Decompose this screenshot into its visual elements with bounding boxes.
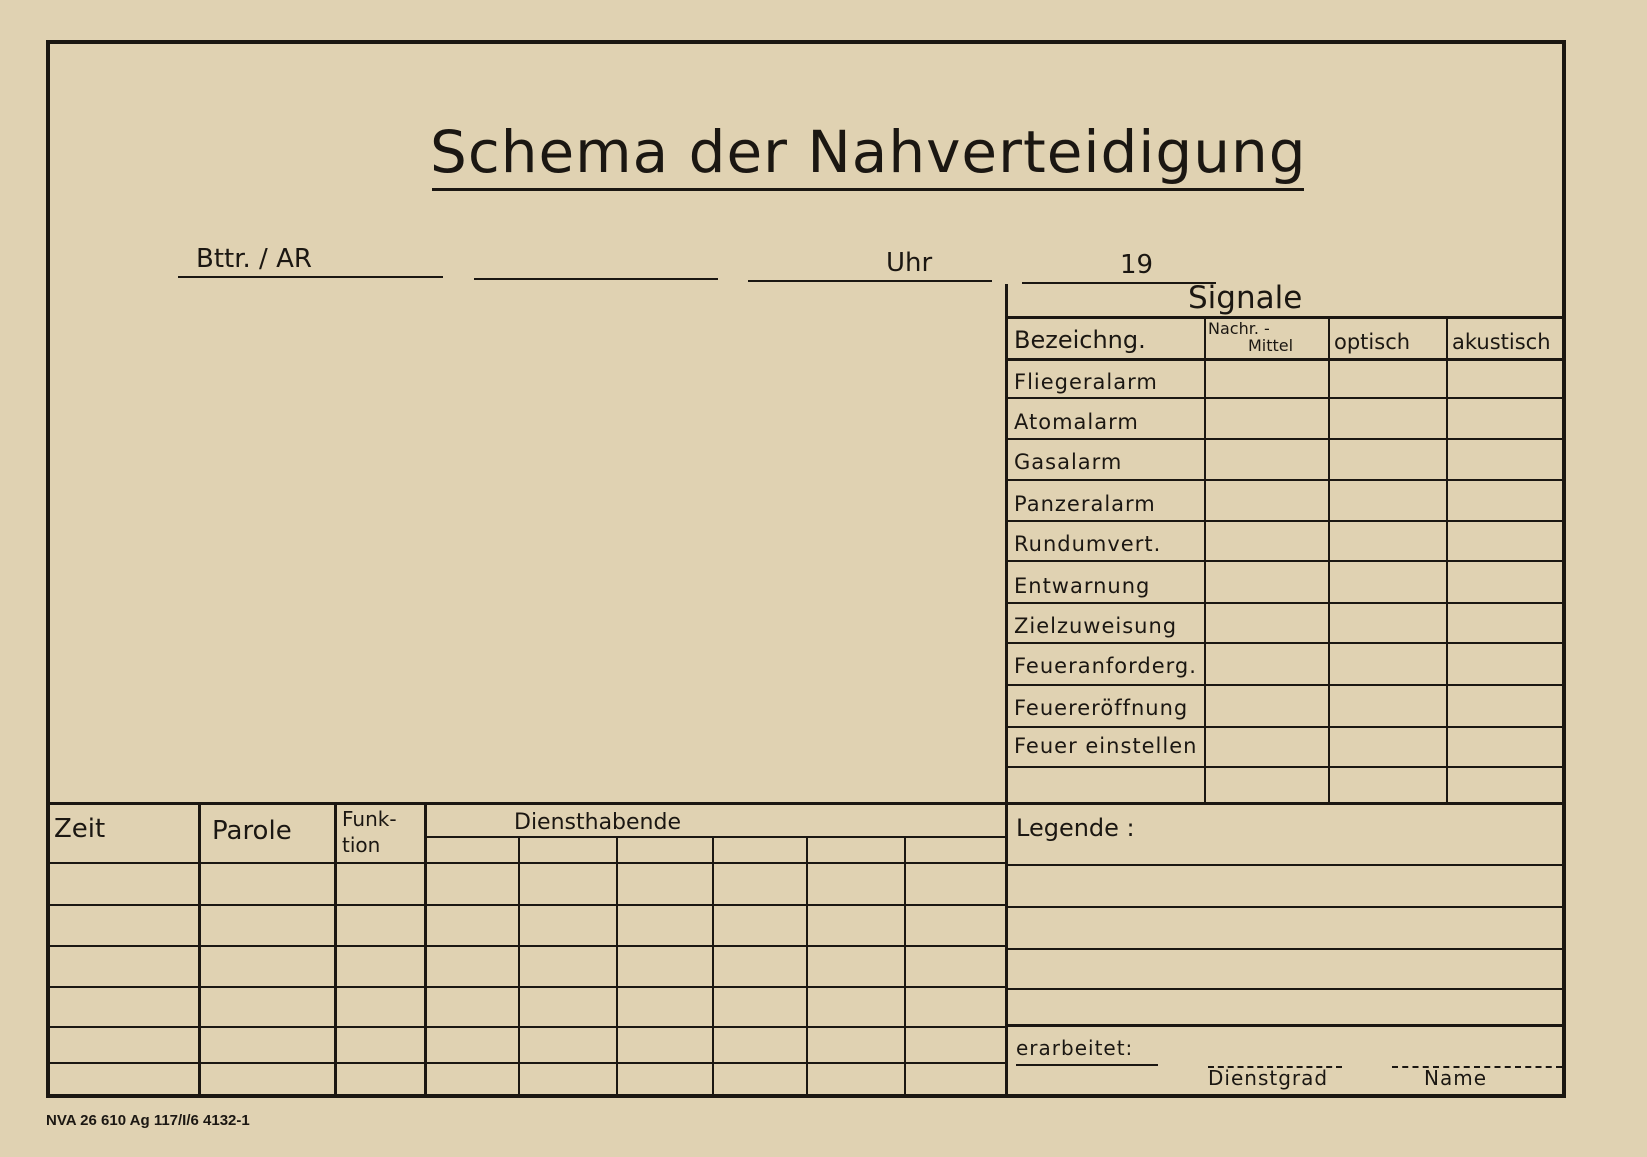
signal-row-label: Panzeralarm	[1014, 492, 1156, 516]
signal-row-label: Fliegeralarm	[1014, 370, 1158, 394]
signal-row-label: Entwarnung	[1014, 574, 1151, 598]
signal-row-rule	[1005, 642, 1565, 644]
col-function-line1: Funk-	[342, 807, 397, 831]
on-duty-col-line-2	[616, 836, 618, 1094]
col-time-header: Zeit	[54, 814, 106, 844]
blank-field-line[interactable]	[474, 278, 718, 280]
time-field-line[interactable]	[748, 280, 992, 282]
on-duty-subheader-rule	[424, 836, 1006, 838]
signal-row-label: Gasalarm	[1014, 450, 1123, 474]
col-means-header	[1208, 320, 1293, 354]
on-duty-col-line-5	[904, 836, 906, 1094]
year-prefix: 19	[1120, 250, 1154, 280]
signal-row-label: Rundumvert.	[1014, 532, 1162, 556]
signals-left-border	[1005, 284, 1008, 1098]
date-field-line[interactable]	[1022, 282, 1216, 284]
on-duty-col-line-1	[518, 836, 520, 1094]
legend-line[interactable]	[1005, 864, 1565, 866]
signal-row-rule	[1005, 397, 1565, 399]
duty-header-rule	[46, 862, 1006, 864]
col-password-header: Parole	[212, 816, 292, 846]
prepared-underline	[1016, 1064, 1158, 1066]
legend-line[interactable]	[1005, 988, 1565, 990]
duty-row-rule	[46, 904, 1006, 906]
signal-row-rule	[1005, 726, 1565, 728]
form-title: Schema der Nahverteidigung	[430, 118, 1307, 186]
col-function-line2: tion	[342, 833, 381, 857]
title-underline	[432, 188, 1304, 191]
signal-row-label: Feuer einstellen	[1014, 734, 1198, 758]
signal-row-rule	[1005, 520, 1565, 522]
signals-header-rule	[1005, 358, 1565, 361]
duty-col-line-3	[424, 804, 427, 1094]
rank-label: Dienstgrad	[1208, 1066, 1329, 1090]
signal-row-rule	[1005, 438, 1565, 440]
col-function-header	[342, 806, 397, 858]
col-name-header: Bezeichng.	[1014, 326, 1146, 354]
signal-row-label: Zielzuweisung	[1014, 614, 1178, 638]
signal-row-rule	[1005, 766, 1565, 768]
legend-bottom-rule	[1005, 1024, 1565, 1027]
signals-title-rule	[1005, 316, 1565, 319]
duty-row-rule	[46, 986, 1006, 988]
col-acoustic-header: akustisch	[1452, 330, 1551, 354]
legend-label: Legende :	[1016, 814, 1135, 842]
duty-row-rule	[46, 1026, 1006, 1028]
col-optical-header: optisch	[1334, 330, 1411, 354]
duty-col-line-1	[198, 804, 201, 1094]
signal-row-label: Feueranforderg.	[1014, 654, 1197, 678]
signal-row-rule	[1005, 479, 1565, 481]
duty-col-line-2	[334, 804, 337, 1094]
signals-title: Signale	[1188, 280, 1303, 316]
signal-row-rule	[1005, 602, 1565, 604]
name-label: Name	[1424, 1066, 1488, 1090]
prepared-label: erarbeitet:	[1016, 1036, 1134, 1060]
section-divider	[46, 802, 1566, 805]
signal-row-label: Atomalarm	[1014, 410, 1139, 434]
unit-label: Bttr. / AR	[196, 244, 312, 274]
time-label: Uhr	[886, 248, 933, 278]
on-duty-col-line-4	[806, 836, 808, 1094]
signal-row-label: Feuereröffnung	[1014, 696, 1189, 720]
legend-line[interactable]	[1005, 948, 1565, 950]
unit-field-line[interactable]	[178, 276, 443, 278]
on-duty-col-line-3	[712, 836, 714, 1094]
form-number: NVA 26 610 Ag 117/I/6 4132-1	[46, 1112, 250, 1129]
col-means-line2: Mittel	[1248, 336, 1294, 355]
col-on-duty-header: Diensthabende	[514, 810, 681, 835]
duty-row-rule	[46, 945, 1006, 947]
col-means-line1: Nachr. -	[1208, 319, 1270, 338]
signal-row-rule	[1005, 684, 1565, 686]
signal-row-rule	[1005, 560, 1565, 562]
duty-row-rule	[46, 1062, 1006, 1064]
legend-line[interactable]	[1005, 906, 1565, 908]
